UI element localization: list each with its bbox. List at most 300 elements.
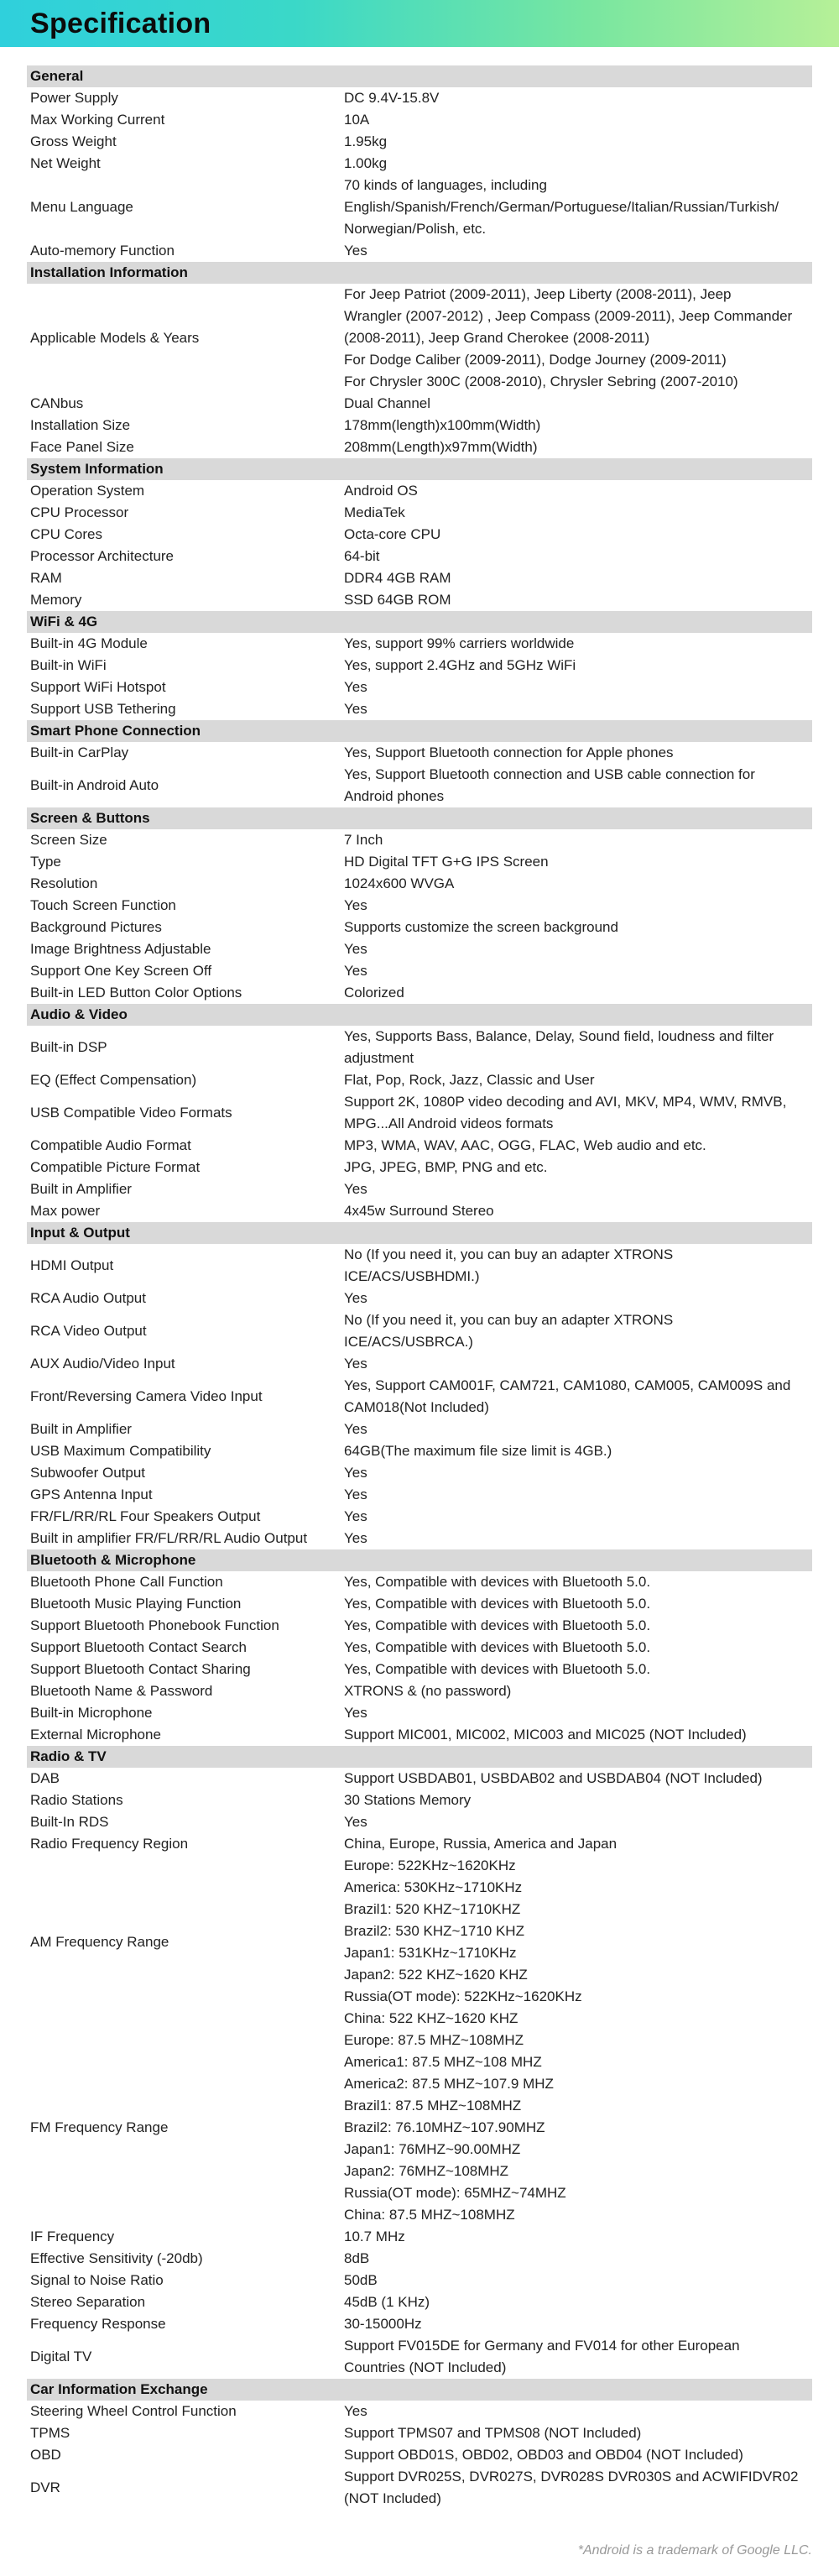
spec-row <box>27 829 812 851</box>
spec-value-line: Brazil2: 76.10MHZ~107.90MHZ <box>344 2119 545 2135</box>
spec-value-line: Brazil1: 520 KHZ~1710KHZ <box>344 1901 521 1917</box>
spec-value-line: 178mm(length)x100mm(Width) <box>344 417 541 433</box>
spec-row <box>27 1768 812 1790</box>
spec-row <box>27 1528 812 1549</box>
spec-row <box>27 1855 812 2030</box>
spec-value-line: HD Digital TFT G+G IPS Screen <box>344 854 549 870</box>
spec-value-line: 70 kinds of languages, including <box>344 177 547 193</box>
spec-label: Radio Stations <box>30 1792 123 1808</box>
spec-label: Bluetooth Phone Call Function <box>30 1574 223 1590</box>
section-header: Radio & TV <box>27 1746 812 1768</box>
spec-label: Image Brightness Adjustable <box>30 941 211 957</box>
spec-label: Built-in LED Button Color Options <box>30 985 242 1001</box>
spec-value-line: Support OBD01S, OBD02, OBD03 and OBD04 (NOT Included) <box>344 2447 743 2463</box>
spec-value <box>344 2291 812 2313</box>
spec-value-line: (2008-2011), Jeep Grand Cherokee (2008-2011) <box>344 330 650 346</box>
spec-value <box>344 1288 812 1309</box>
spec-value <box>344 1702 812 1724</box>
spec-row <box>27 2444 812 2466</box>
spec-row <box>27 2248 812 2270</box>
spec-value <box>344 1375 812 1419</box>
spec-value-line: No (If you need it, you can buy an adapter XTRONS <box>344 1312 674 1328</box>
spec-label: Bluetooth Name & Password <box>30 1683 213 1699</box>
spec-value <box>344 895 812 917</box>
spec-value <box>344 655 812 677</box>
spec-row <box>27 982 812 1004</box>
spec-value-line: Japan1: 531KHz~1710KHz <box>344 1945 517 1961</box>
spec-row <box>27 567 812 589</box>
spec-label: Support One Key Screen Off <box>30 963 212 979</box>
spec-row <box>27 633 812 655</box>
spec-value-line: Brazil2: 530 KHZ~1710 KHZ <box>344 1923 524 1939</box>
spec-value-line: 30 Stations Memory <box>344 1792 472 1808</box>
spec-label: Built in amplifier FR/FL/RR/RL Audio Output <box>30 1530 308 1546</box>
spec-value <box>344 1768 812 1790</box>
spec-row <box>27 2291 812 2313</box>
spec-row <box>27 1419 812 1440</box>
spec-value-line: For Chrysler 300C (2008-2010), Chrysler Sebring (2007-2010) <box>344 374 738 389</box>
spec-label: Built-in Microphone <box>30 1705 153 1721</box>
spec-value <box>344 2444 812 2466</box>
spec-value-line: No (If you need it, you can buy an adapter XTRONS <box>344 1246 674 1262</box>
trademark-note: *Android is a trademark of Google LLC. <box>577 2543 812 2558</box>
spec-value-line: Countries (NOT Included) <box>344 2359 507 2375</box>
spec-label: Type <box>30 854 61 870</box>
spec-row <box>27 873 812 895</box>
spec-value <box>344 153 812 175</box>
spec-label: Support Bluetooth Contact Sharing <box>30 1661 251 1677</box>
spec-label: CANbus <box>30 395 84 411</box>
spec-row <box>27 1593 812 1615</box>
spec-value <box>344 1506 812 1528</box>
spec-row <box>27 1157 812 1178</box>
spec-value-line: 1.00kg <box>344 155 388 171</box>
spec-label: Resolution <box>30 875 98 891</box>
spec-label: Operation System <box>30 483 145 499</box>
spec-label: Built in Amplifier <box>30 1181 132 1197</box>
spec-label: EQ (Effect Compensation) <box>30 1072 197 1088</box>
spec-value <box>344 851 812 873</box>
specification-table <box>27 65 812 2510</box>
spec-value-line: Support 2K, 1080P video decoding and AVI, MKV, MP4, WMV, RMVB, <box>344 1094 787 1110</box>
spec-row <box>27 524 812 546</box>
spec-row <box>27 1200 812 1222</box>
spec-label: DVR <box>30 2479 60 2495</box>
section-header: General <box>27 65 812 87</box>
spec-value <box>344 524 812 546</box>
spec-label: Support USB Tethering <box>30 701 176 717</box>
spec-value <box>344 1855 812 2030</box>
spec-value <box>344 87 812 109</box>
spec-value <box>344 546 812 567</box>
spec-row <box>27 1135 812 1157</box>
spec-value-line: MediaTek <box>344 504 405 520</box>
spec-label: Effective Sensitivity (-20db) <box>30 2250 203 2266</box>
spec-value-line: Europe: 87.5 MHZ~108MHZ <box>344 2032 524 2048</box>
spec-value <box>344 240 812 262</box>
spec-label: Digital TV <box>30 2349 92 2364</box>
spec-value-line: Yes <box>344 1356 367 1372</box>
spec-label: HDMI Output <box>30 1257 114 1273</box>
spec-row <box>27 109 812 131</box>
spec-label: Net Weight <box>30 155 101 171</box>
spec-value-line: English/Spanish/French/German/Portuguese/Italian/Russian/Turkish/ <box>344 199 779 215</box>
spec-value-line: Japan2: 76MHZ~108MHZ <box>344 2163 509 2179</box>
spec-value-line: Android phones <box>344 788 445 804</box>
spec-value <box>344 1528 812 1549</box>
spec-value-line: Norwegian/Polish, etc. <box>344 221 487 237</box>
spec-value-line: Support DVR025S, DVR027S, DVR028S DVR030S and ACWIFIDVR02 <box>344 2469 799 2485</box>
spec-value-line: 10A <box>344 112 370 128</box>
spec-value <box>344 1571 812 1593</box>
spec-row <box>27 240 812 262</box>
spec-value-line: Yes, Support Bluetooth connection for Apple phones <box>344 745 674 760</box>
spec-value-line: Yes, Compatible with devices with Bluetooth 5.0. <box>344 1596 651 1612</box>
spec-value-line: Yes, support 99% carriers worldwide <box>344 635 575 651</box>
spec-value-line: Yes <box>344 963 367 979</box>
spec-row <box>27 655 812 677</box>
spec-row <box>27 677 812 698</box>
section-header: Installation Information <box>27 262 812 284</box>
spec-label: Processor Architecture <box>30 548 175 564</box>
section-header: Car Information Exchange <box>27 2379 812 2401</box>
spec-row <box>27 1069 812 1091</box>
spec-row <box>27 131 812 153</box>
spec-value-line: Yes <box>344 1814 367 1830</box>
spec-label: Background Pictures <box>30 919 162 935</box>
spec-value-line: Yes, Support CAM001F, CAM721, CAM1080, CAM005, CAM009S and <box>344 1377 791 1393</box>
spec-label: Power Supply <box>30 90 118 106</box>
spec-value-line: 8dB <box>344 2250 370 2266</box>
spec-value-line: DDR4 4GB RAM <box>344 570 451 586</box>
spec-row <box>27 851 812 873</box>
spec-row <box>27 1244 812 1288</box>
spec-value-line: 10.7 MHz <box>344 2229 405 2244</box>
spec-row <box>27 1659 812 1680</box>
spec-label: Face Panel Size <box>30 439 134 455</box>
spec-value-line: Colorized <box>344 985 404 1001</box>
spec-value-line: Yes, Compatible with devices with Bluetooth 5.0. <box>344 1661 651 1677</box>
spec-row <box>27 1462 812 1484</box>
spec-label: Auto-memory Function <box>30 243 175 259</box>
spec-value-line: Yes <box>344 897 367 913</box>
spec-label: Radio Frequency Region <box>30 1836 189 1852</box>
spec-value-line: MP3, WMA, WAV, AAC, OGG, FLAC, Web audio and etc. <box>344 1137 706 1153</box>
spec-row <box>27 175 812 240</box>
spec-row <box>27 1178 812 1200</box>
spec-value <box>344 1680 812 1702</box>
spec-row <box>27 2030 812 2226</box>
spec-value-line: Supports customize the screen background <box>344 919 618 935</box>
spec-value-line: Support TPMS07 and TPMS08 (NOT Included) <box>344 2425 642 2441</box>
spec-row <box>27 1506 812 1528</box>
section-header: System Information <box>27 458 812 480</box>
spec-value-line: Wrangler (2007-2012) , Jeep Compass (2009-2011), Jeep Commander <box>344 308 793 324</box>
spec-value <box>344 698 812 720</box>
spec-row <box>27 546 812 567</box>
spec-row <box>27 1571 812 1593</box>
spec-value <box>344 2248 812 2270</box>
spec-value-line: For Jeep Patriot (2009-2011), Jeep Liberty (2008-2011), Jeep <box>344 286 732 302</box>
spec-value-line: America1: 87.5 MHZ~108 MHZ <box>344 2054 542 2070</box>
spec-value <box>344 1637 812 1659</box>
spec-value <box>344 2270 812 2291</box>
spec-row <box>27 1440 812 1462</box>
spec-row <box>27 502 812 524</box>
spec-value-line: 64GB(The maximum file size limit is 4GB.) <box>344 1443 612 1459</box>
spec-value <box>344 567 812 589</box>
spec-row <box>27 87 812 109</box>
spec-row <box>27 1026 812 1069</box>
spec-row <box>27 480 812 502</box>
spec-label: Front/Reversing Camera Video Input <box>30 1388 263 1404</box>
spec-value <box>344 415 812 436</box>
spec-row <box>27 698 812 720</box>
spec-value-line: Yes, Compatible with devices with Bluetooth 5.0. <box>344 1617 651 1633</box>
spec-label: TPMS <box>30 2425 70 2441</box>
spec-label: Compatible Picture Format <box>30 1159 201 1175</box>
spec-value-line: 45dB (1 KHz) <box>344 2294 430 2310</box>
spec-row <box>27 1615 812 1637</box>
spec-label: RAM <box>30 570 62 586</box>
spec-value-line: Yes <box>344 1705 367 1721</box>
spec-value-line: Yes, Compatible with devices with Bluetooth 5.0. <box>344 1639 651 1655</box>
spec-label: Menu Language <box>30 199 133 215</box>
spec-row <box>27 742 812 764</box>
spec-row <box>27 436 812 458</box>
spec-row <box>27 1484 812 1506</box>
spec-value-line: Yes <box>344 243 367 259</box>
spec-value <box>344 1135 812 1157</box>
spec-value-line: ICE/ACS/USBHDMI.) <box>344 1268 480 1284</box>
spec-value <box>344 633 812 655</box>
spec-value <box>344 2030 812 2226</box>
spec-label: Memory <box>30 592 82 608</box>
spec-value <box>344 2313 812 2335</box>
spec-value <box>344 2422 812 2444</box>
spec-row <box>27 764 812 807</box>
spec-value <box>344 393 812 415</box>
spec-value-line: adjustment <box>344 1050 414 1066</box>
spec-value-line: Yes, support 2.4GHz and 5GHz WiFi <box>344 657 576 673</box>
spec-label: Built-in WiFi <box>30 657 107 673</box>
spec-value-line: JPG, JPEG, BMP, PNG and etc. <box>344 1159 548 1175</box>
spec-label: RCA Audio Output <box>30 1290 146 1306</box>
spec-value-line: 4x45w Surround Stereo <box>344 1203 494 1219</box>
spec-value <box>344 131 812 153</box>
spec-row <box>27 1309 812 1353</box>
spec-value-line: Android OS <box>344 483 418 499</box>
spec-label: External Microphone <box>30 1727 161 1743</box>
spec-value <box>344 1615 812 1637</box>
spec-row <box>27 2313 812 2335</box>
spec-label: IF Frequency <box>30 2229 115 2244</box>
spec-value <box>344 1659 812 1680</box>
spec-label: USB Maximum Compatibility <box>30 1443 211 1459</box>
spec-label: Built-In RDS <box>30 1814 109 1830</box>
spec-value-line: Yes <box>344 1290 367 1306</box>
spec-value-line: Russia(OT mode): 522KHz~1620KHz <box>344 1988 582 2004</box>
spec-row <box>27 895 812 917</box>
spec-label: Support WiFi Hotspot <box>30 679 166 695</box>
spec-label: Bluetooth Music Playing Function <box>30 1596 242 1612</box>
spec-label: Gross Weight <box>30 133 117 149</box>
spec-label: Support Bluetooth Contact Search <box>30 1639 247 1655</box>
spec-value-line: China: 87.5 MHZ~108MHZ <box>344 2207 515 2223</box>
spec-value-line: Octa-core CPU <box>344 526 441 542</box>
spec-label: Screen Size <box>30 832 107 848</box>
spec-value <box>344 982 812 1004</box>
spec-row <box>27 1790 812 1811</box>
spec-value <box>344 1309 812 1353</box>
spec-value <box>344 589 812 611</box>
page-title: Specification <box>30 8 211 39</box>
spec-row <box>27 917 812 938</box>
spec-label: Max power <box>30 1203 101 1219</box>
spec-value <box>344 1026 812 1069</box>
spec-value-line: Yes <box>344 1421 367 1437</box>
spec-row <box>27 1288 812 1309</box>
spec-value-line: Yes <box>344 941 367 957</box>
spec-row <box>27 2270 812 2291</box>
spec-value-line: XTRONS & (no password) <box>344 1683 512 1699</box>
spec-value-line: Yes <box>344 1465 367 1481</box>
spec-row <box>27 284 812 393</box>
spec-value-line: Yes <box>344 1530 367 1546</box>
spec-value-line: Flat, Pop, Rock, Jazz, Classic and User <box>344 1072 595 1088</box>
spec-label: USB Compatible Video Formats <box>30 1105 232 1121</box>
section-header: Smart Phone Connection <box>27 720 812 742</box>
spec-value-line: 50dB <box>344 2272 378 2288</box>
spec-value <box>344 960 812 982</box>
spec-value-line: SSD 64GB ROM <box>344 592 451 608</box>
spec-value <box>344 917 812 938</box>
spec-value-line: 30-15000Hz <box>344 2316 422 2332</box>
spec-value-line: Europe: 522KHz~1620KHz <box>344 1858 516 1873</box>
spec-value-line: Yes, Compatible with devices with Bluetooth 5.0. <box>344 1574 651 1590</box>
spec-row <box>27 1637 812 1659</box>
spec-value-line: 1024x600 WVGA <box>344 875 455 891</box>
spec-value-line: Yes, Support Bluetooth connection and USB cable connection for <box>344 766 755 782</box>
spec-value-line: ICE/ACS/USBRCA.) <box>344 1334 473 1350</box>
spec-label: Installation Size <box>30 417 131 433</box>
spec-value <box>344 742 812 764</box>
spec-label: Subwoofer Output <box>30 1465 146 1481</box>
spec-label: Max Working Current <box>30 112 165 128</box>
spec-value <box>344 2466 812 2510</box>
spec-label: AM Frequency Range <box>30 1934 169 1950</box>
spec-value-line: Dual Channel <box>344 395 431 411</box>
spec-label: CPU Processor <box>30 504 129 520</box>
spec-value-line: DC 9.4V-15.8V <box>344 90 440 106</box>
spec-row <box>27 415 812 436</box>
spec-value-line: 64-bit <box>344 548 380 564</box>
section-header: Bluetooth & Microphone <box>27 1549 812 1571</box>
spec-row <box>27 1375 812 1419</box>
spec-value <box>344 2335 812 2379</box>
spec-value-line: China, Europe, Russia, America and Japan <box>344 1836 618 1852</box>
spec-value-line: Support FV015DE for Germany and FV014 for other European <box>344 2338 740 2354</box>
spec-value-line: 1.95kg <box>344 133 388 149</box>
spec-value <box>344 1419 812 1440</box>
spec-value <box>344 436 812 458</box>
spec-row <box>27 1091 812 1135</box>
spec-value <box>344 1790 812 1811</box>
spec-label: Applicable Models & Years <box>30 330 200 346</box>
spec-value-line: Yes <box>344 1181 367 1197</box>
spec-value-line: 208mm(Length)x97mm(Width) <box>344 439 538 455</box>
spec-label: Stereo Separation <box>30 2294 146 2310</box>
spec-label: FR/FL/RR/RL Four Speakers Output <box>30 1508 261 1524</box>
spec-value <box>344 938 812 960</box>
spec-row <box>27 1724 812 1746</box>
spec-value <box>344 1811 812 1833</box>
spec-label: DAB <box>30 1770 60 1786</box>
spec-value-line: Support MIC001, MIC002, MIC003 and MIC025 (NOT Included) <box>344 1727 747 1743</box>
spec-value-line: (NOT Included) <box>344 2490 441 2506</box>
section-header: Screen & Buttons <box>27 807 812 829</box>
spec-value <box>344 1244 812 1288</box>
spec-value <box>344 1157 812 1178</box>
spec-value-line: Japan2: 522 KHZ~1620 KHZ <box>344 1967 528 1983</box>
spec-row <box>27 2226 812 2248</box>
spec-value <box>344 1440 812 1462</box>
spec-label: Steering Wheel Control Function <box>30 2403 237 2419</box>
spec-value <box>344 2226 812 2248</box>
spec-value-line: Yes <box>344 1508 367 1524</box>
spec-label: CPU Cores <box>30 526 102 542</box>
spec-value-line: MPG...All Android videos formats <box>344 1116 554 1131</box>
spec-row <box>27 1702 812 1724</box>
spec-value <box>344 2401 812 2422</box>
spec-label: Signal to Noise Ratio <box>30 2272 164 2288</box>
spec-label: Built-in 4G Module <box>30 635 148 651</box>
spec-value-line: Support USBDAB01, USBDAB02 and USBDAB04 (NOT Included) <box>344 1770 763 1786</box>
spec-value-line: 7 Inch <box>344 832 383 848</box>
spec-value <box>344 1200 812 1222</box>
section-header: Input & Output <box>27 1222 812 1244</box>
spec-row <box>27 393 812 415</box>
spec-label: OBD <box>30 2447 61 2463</box>
spec-row <box>27 589 812 611</box>
spec-value <box>344 677 812 698</box>
spec-row <box>27 2466 812 2510</box>
spec-row <box>27 960 812 982</box>
spec-label: RCA Video Output <box>30 1323 147 1339</box>
spec-value <box>344 1462 812 1484</box>
spec-value <box>344 1353 812 1375</box>
spec-row <box>27 938 812 960</box>
spec-value <box>344 1178 812 1200</box>
spec-row <box>27 2335 812 2379</box>
spec-label: Support Bluetooth Phonebook Function <box>30 1617 279 1633</box>
spec-label: Compatible Audio Format <box>30 1137 191 1153</box>
spec-value <box>344 1833 812 1855</box>
spec-value <box>344 502 812 524</box>
spec-row <box>27 2401 812 2422</box>
spec-value-line: Yes <box>344 1487 367 1502</box>
spec-label: Built-in DSP <box>30 1039 107 1055</box>
spec-value-line: America: 530KHz~1710KHz <box>344 1879 523 1895</box>
spec-label: FM Frequency Range <box>30 2119 169 2135</box>
section-header: WiFi & 4G <box>27 611 812 633</box>
spec-row <box>27 1833 812 1855</box>
spec-value <box>344 829 812 851</box>
spec-value-line: Yes, Supports Bass, Balance, Delay, Sound field, loudness and filter <box>344 1028 774 1044</box>
section-header: Audio & Video <box>27 1004 812 1026</box>
spec-value-line: Japan1: 76MHZ~90.00MHZ <box>344 2141 521 2157</box>
spec-value-line: CAM018(Not Included) <box>344 1399 489 1415</box>
